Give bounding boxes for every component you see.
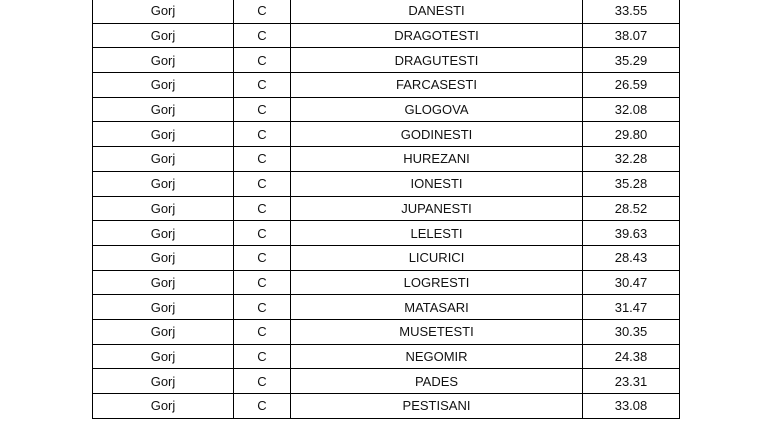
table-row [93, 221, 680, 246]
county-cell: Gorj [93, 48, 234, 73]
type-cell: C [234, 270, 291, 295]
county-cell: Gorj [93, 245, 234, 270]
table-row [93, 171, 680, 196]
locality-cell: GLOGOVA [291, 97, 583, 122]
type-cell: C [234, 245, 291, 270]
county-cell: Gorj [93, 171, 234, 196]
locality-cell: DRAGOTESTI [291, 23, 583, 48]
locality-cell: DANESTI [291, 0, 583, 23]
value-cell: 32.28 [583, 147, 680, 172]
county-cell: Gorj [93, 147, 234, 172]
locality-cell: PESTISANI [291, 394, 583, 419]
county-cell: Gorj [93, 344, 234, 369]
data-table [92, 0, 680, 419]
table-row [93, 73, 680, 98]
table-row [93, 122, 680, 147]
type-cell: C [234, 394, 291, 419]
value-cell: 30.47 [583, 270, 680, 295]
type-cell: C [234, 48, 291, 73]
type-cell: C [234, 369, 291, 394]
table-row [93, 48, 680, 73]
locality-cell: PADES [291, 369, 583, 394]
county-cell: Gorj [93, 196, 234, 221]
county-cell: Gorj [93, 73, 234, 98]
locality-cell: LELESTI [291, 221, 583, 246]
type-cell: C [234, 73, 291, 98]
type-cell: C [234, 171, 291, 196]
value-cell: 38.07 [583, 23, 680, 48]
county-cell: Gorj [93, 221, 234, 246]
table-row [93, 97, 680, 122]
value-cell: 32.08 [583, 97, 680, 122]
type-cell: C [234, 23, 291, 48]
value-cell: 31.47 [583, 295, 680, 320]
type-cell: C [234, 319, 291, 344]
locality-cell: MATASARI [291, 295, 583, 320]
county-cell: Gorj [93, 0, 234, 23]
table-row [93, 245, 680, 270]
county-cell: Gorj [93, 319, 234, 344]
type-cell: C [234, 147, 291, 172]
locality-cell: GODINESTI [291, 122, 583, 147]
value-cell: 28.52 [583, 196, 680, 221]
type-cell: C [234, 196, 291, 221]
value-cell: 23.31 [583, 369, 680, 394]
value-cell: 35.29 [583, 48, 680, 73]
table-row [93, 295, 680, 320]
locality-cell: LOGRESTI [291, 270, 583, 295]
table-row [93, 147, 680, 172]
table-row [93, 394, 680, 419]
county-cell: Gorj [93, 97, 234, 122]
locality-cell: JUPANESTI [291, 196, 583, 221]
type-cell: C [234, 221, 291, 246]
value-cell: 33.08 [583, 394, 680, 419]
value-cell: 29.80 [583, 122, 680, 147]
type-cell: C [234, 344, 291, 369]
locality-cell: LICURICI [291, 245, 583, 270]
table-row [93, 369, 680, 394]
county-cell: Gorj [93, 23, 234, 48]
value-cell: 28.43 [583, 245, 680, 270]
locality-cell: MUSETESTI [291, 319, 583, 344]
type-cell: C [234, 295, 291, 320]
type-cell: C [234, 0, 291, 23]
table-row [93, 0, 680, 23]
locality-cell: IONESTI [291, 171, 583, 196]
table-row [93, 23, 680, 48]
value-cell: 24.38 [583, 344, 680, 369]
type-cell: C [234, 122, 291, 147]
value-cell: 33.55 [583, 0, 680, 23]
locality-cell: FARCASESTI [291, 73, 583, 98]
county-cell: Gorj [93, 394, 234, 419]
locality-cell: HUREZANI [291, 147, 583, 172]
table-row [93, 196, 680, 221]
table-row [93, 319, 680, 344]
locality-cell: DRAGUTESTI [291, 48, 583, 73]
value-cell: 39.63 [583, 221, 680, 246]
type-cell: C [234, 97, 291, 122]
table-row [93, 344, 680, 369]
county-cell: Gorj [93, 270, 234, 295]
table-body [93, 0, 680, 418]
county-cell: Gorj [93, 122, 234, 147]
county-cell: Gorj [93, 369, 234, 394]
county-cell: Gorj [93, 295, 234, 320]
value-cell: 30.35 [583, 319, 680, 344]
locality-cell: NEGOMIR [291, 344, 583, 369]
value-cell: 26.59 [583, 73, 680, 98]
table-row [93, 270, 680, 295]
value-cell: 35.28 [583, 171, 680, 196]
